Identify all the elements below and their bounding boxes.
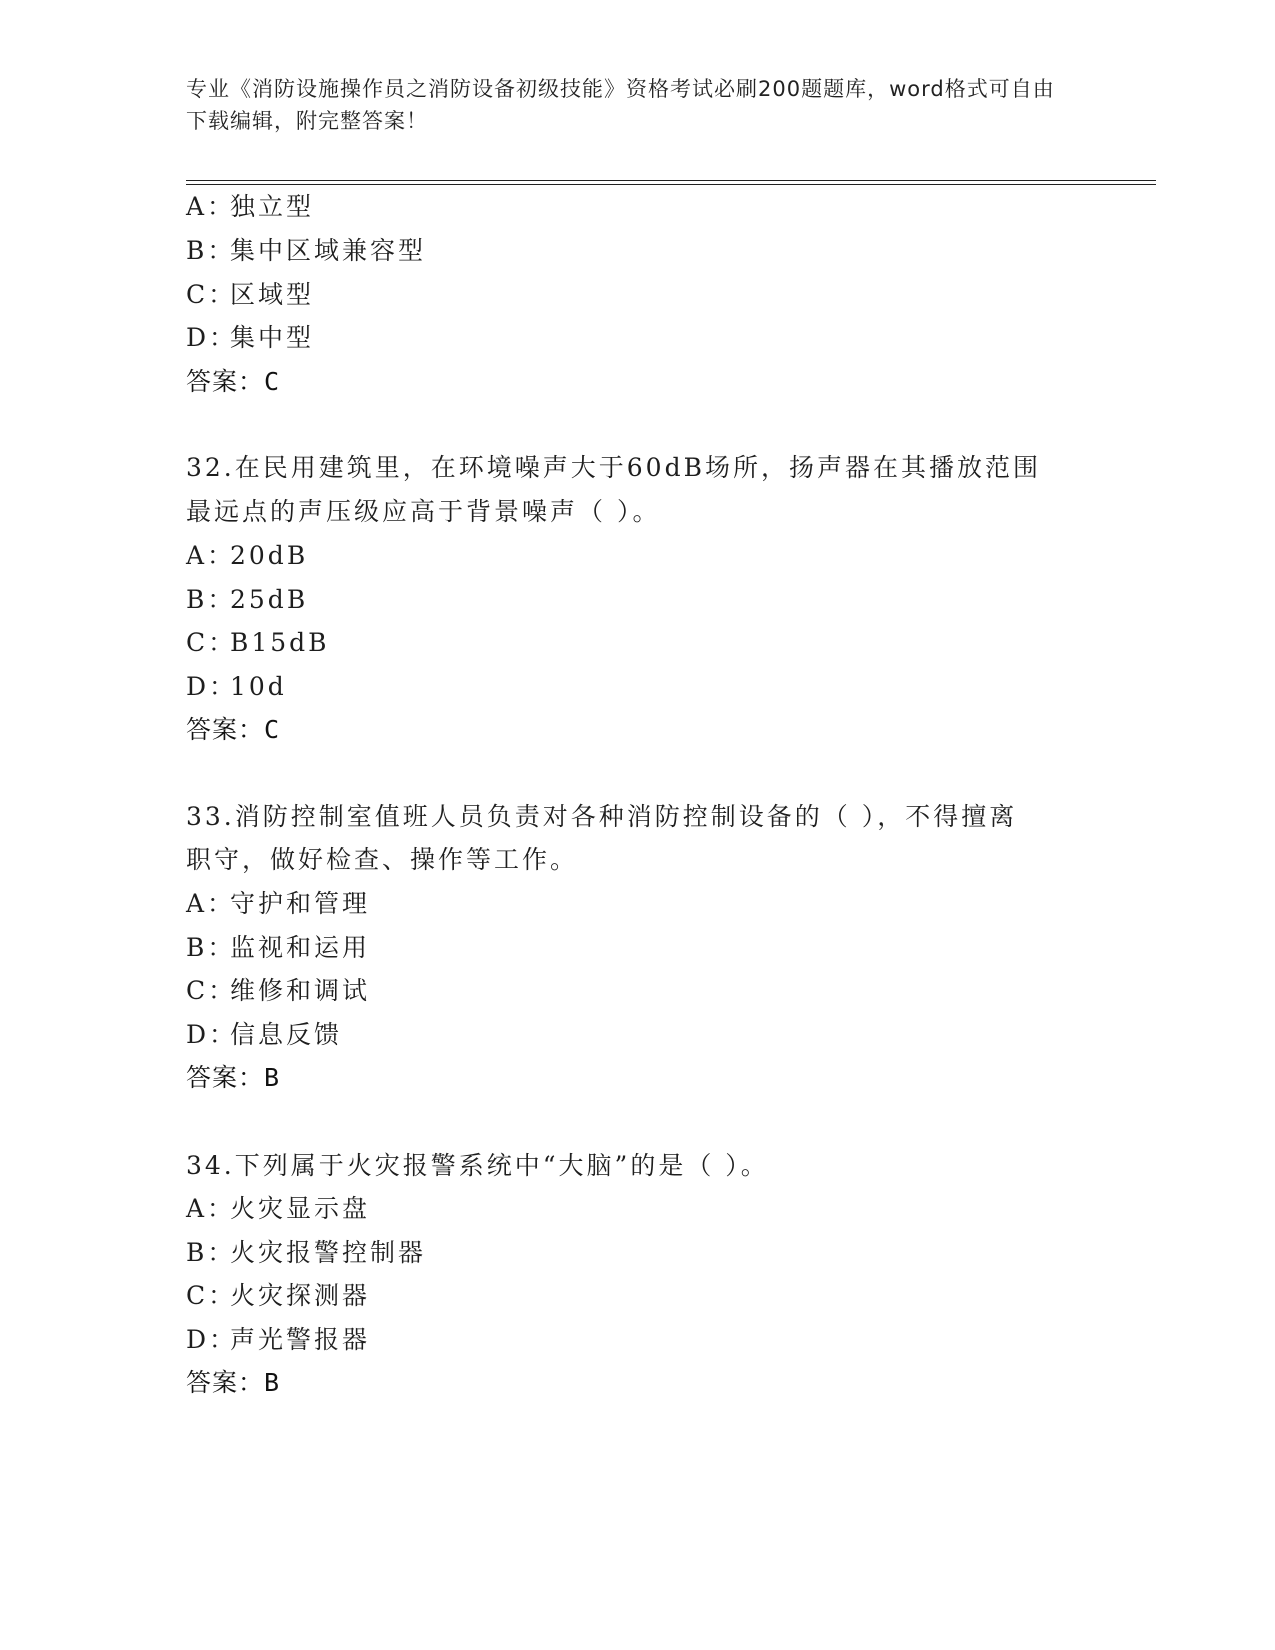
option-c: C：维修和调试 — [186, 976, 371, 1005]
option-a: A：火灾显示盘 — [186, 1194, 371, 1223]
answer: 答案：B — [186, 1368, 281, 1397]
header-divider-bottom — [186, 184, 1156, 185]
header-divider-top — [186, 180, 1156, 181]
answer: 答案：C — [186, 715, 281, 744]
answer: 答案：C — [186, 367, 281, 396]
option-b: B：火灾报警控制器 — [186, 1238, 427, 1267]
option-c: C：区域型 — [186, 280, 315, 309]
option-d: D：信息反馈 — [186, 1020, 343, 1049]
option-d: D：声光警报器 — [186, 1325, 371, 1354]
option-d: D：集中型 — [186, 323, 315, 352]
option-b: B：集中区域兼容型 — [186, 236, 427, 265]
question-text-line2: 最远点的声压级应高于背景噪声（ ）。 — [186, 497, 661, 526]
option-d: D：10d — [186, 672, 287, 701]
option-b: B：25dB — [186, 585, 309, 614]
option-b: B：监视和运用 — [186, 933, 371, 962]
option-c: C：B15dB — [186, 628, 330, 657]
option-a: A：独立型 — [186, 192, 315, 221]
document-header: 专业《消防设施操作员之消防设备初级技能》资格考试必刷200题题库，word格式可自由下载编辑，附完整答案！ — [186, 77, 1055, 133]
question-text-line2: 职守，做好检查、操作等工作。 — [186, 845, 579, 874]
question-text-line1: 34.下列属于火灾报警系统中“大脑”的是（ ）。 — [186, 1151, 769, 1180]
question-text-line1: 32.在民用建筑里，在环境噪声大于60dB场所，扬声器在其播放范围 — [186, 453, 1041, 482]
option-a: A：守护和管理 — [186, 889, 371, 918]
answer: 答案：B — [186, 1063, 281, 1092]
question-text-line1: 33.消防控制室值班人员负责对各种消防控制设备的（ ），不得擅离 — [186, 802, 1018, 831]
option-c: C：火灾探测器 — [186, 1281, 371, 1310]
option-a: A：20dB — [186, 541, 309, 570]
